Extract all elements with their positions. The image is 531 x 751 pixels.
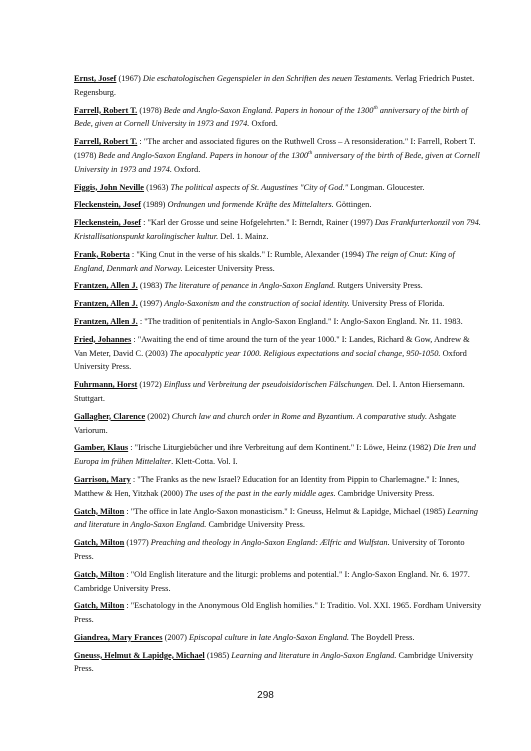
bibliography-list xyxy=(74,72,484,680)
entry-author: Giandrea, Mary Frances xyxy=(74,632,163,642)
entry-author: Gamber, Klaus xyxy=(74,443,129,453)
entry-title: Preaching and theology in Anglo-Saxon England: Ælfric and Wulfstan. xyxy=(150,538,390,548)
entry-text: Cambridge University Press. xyxy=(206,520,305,530)
entry-author: Fried, Johannes xyxy=(74,334,132,344)
entry-text: Cambridge University Press. xyxy=(74,650,474,674)
entry-author: Frantzen, Allen J. xyxy=(74,316,138,326)
bibliography-entry xyxy=(74,410,484,438)
entry-text: (1972) xyxy=(137,380,164,390)
entry-text: : "Awaiting the end of time around the turn of the year 1000." I: Landes, Richard & Gow, Andrew & Van Meter, David C. (2003) xyxy=(74,334,470,358)
entry-text: Longman. Gloucester. xyxy=(348,182,425,192)
entry-text: Cambridge University Press. xyxy=(335,488,435,498)
entry-text: Oxford University Press. xyxy=(74,348,467,372)
entry-text: : "The tradition of penitentials in Anglo-Saxon England." I: Anglo-Saxon England. Nr. 11. 1983. xyxy=(137,316,463,326)
bibliography-entry xyxy=(74,135,484,176)
entry-text: (1985) xyxy=(204,650,232,660)
entry-text: (1967) xyxy=(116,74,143,83)
entry-title: Episcopal culture in late Anglo-Saxon England. xyxy=(188,632,350,642)
entry-title: Bede and Anglo-Saxon England. Papers in honour of the 1300th anniversary of the birth of Bede, given at Cornell University in 1973 and 1974. xyxy=(74,150,480,174)
bibliography-entry xyxy=(74,181,484,195)
bibliography-entry xyxy=(74,104,484,132)
entry-text: Del. I. Anton Hiersemann. Stuttgart. xyxy=(74,380,465,403)
entry-text: (1963) xyxy=(144,182,171,192)
entry-title: The reign of Cnut: King of England, Denmark and Norway. xyxy=(74,249,455,273)
bibliography-entry xyxy=(74,441,484,469)
entry-text: : "King Cnut in the verse of his skalds." I: Rumble, Alexander (1994) xyxy=(129,249,367,259)
entry-text: : "Old English literature and the liturgi: problems and potential." I: Anglo-Saxon England. Nr. 6. 1977. Cambridge University Press. xyxy=(74,569,470,593)
entry-text: : "The Franks as the new Israel? Education for an Identity from Pippin to Charlemagne." I: Innes, Matthew & Hen, Yitzhak (2000) xyxy=(74,474,460,498)
entry-title: The political aspects of St. Augustines "City of God." xyxy=(170,182,349,192)
bibliography-entry xyxy=(74,72,484,100)
entry-author: Fuhrmann, Horst xyxy=(74,380,138,390)
bibliography-entry xyxy=(74,198,484,212)
entry-title: The apocalyptic year 1000. Religious expectations and social change, 950-1050. xyxy=(169,348,441,358)
entry-text: (2002) xyxy=(145,411,172,421)
bibliography-entry xyxy=(74,568,484,596)
entry-title: Learning and literature in Anglo-Saxon England. xyxy=(231,650,397,660)
entry-title: Church law and church order in Rome and Byzantium. A comparative study. xyxy=(171,411,428,421)
entry-title: The uses of the past in the early middle ages. xyxy=(184,488,336,498)
entry-title: Bede and Anglo-Saxon England. Papers in honour of the 1300th anniversary of the birth of Bede, given at Cornell University in 1973 and 1974. xyxy=(74,104,468,129)
bibliography-entry xyxy=(74,649,484,677)
entry-text: The Boydell Press. xyxy=(349,632,415,642)
bibliography-entry xyxy=(74,333,484,374)
entry-author: Farrell, Robert T. xyxy=(74,105,138,115)
entry-author: Frantzen, Allen J. xyxy=(74,299,138,309)
entry-author: Gatch, Milton xyxy=(74,569,125,579)
entry-text: . Klett-Cotta. Vol. I. xyxy=(171,457,238,467)
entry-author: Frantzen, Allen J. xyxy=(74,281,138,291)
entry-text: : "The office in late Anglo-Saxon monasticism." I: Gneuss, Helmut & Lapidge, Michael (1985) xyxy=(124,506,448,516)
entry-text: Oxford. xyxy=(171,164,201,174)
bibliography-entry xyxy=(74,505,484,533)
entry-author: Farrell, Robert T. xyxy=(74,137,138,147)
bibliography-entry xyxy=(74,599,484,627)
bibliography-entry xyxy=(74,248,484,276)
entry-text: : "Karl der Grosse und seine Hofgelehrten." I: Berndt, Rainer (1997) xyxy=(141,218,375,228)
entry-text: University of Toronto Press. xyxy=(74,538,465,561)
entry-text: : "The archer and associated figures on the Ruthwell Cross – A resonsideration." I: Farrell, Robert T. (1978) xyxy=(74,137,476,160)
entry-title: Die Iren und Europa im frühen Mittelalter xyxy=(74,443,476,467)
entry-author: Gallagher, Clarence xyxy=(74,411,146,421)
entry-title: The literature of penance in Anglo-Saxon England. xyxy=(164,281,336,291)
entry-author: Ernst, Josef xyxy=(74,74,117,83)
bibliography-entry xyxy=(74,297,484,311)
bibliography-entry xyxy=(74,378,484,406)
entry-author: Gatch, Milton xyxy=(74,601,125,611)
entry-author: Garrison, Mary xyxy=(74,474,131,484)
entry-text: Göttingen. xyxy=(333,200,372,210)
entry-title: Ordnungen und formende Kräfte des Mittelalters. xyxy=(167,200,334,210)
entry-author: Gatch, Milton xyxy=(74,538,125,548)
page-number: 298 xyxy=(257,690,274,701)
entry-text: (1978) xyxy=(137,105,164,115)
entry-title: Learning and literature in Anglo-Saxon England. xyxy=(74,506,478,530)
entry-author: Fleckenstein, Josef xyxy=(74,200,141,210)
entry-text: (1989) xyxy=(141,200,168,210)
entry-text: Rutgers University Press. xyxy=(335,281,423,291)
entry-text: : "Eschatology in the Anonymous Old English homilies." I: Traditio. Vol. XXI. 1965. Fordham University Press. xyxy=(74,601,482,625)
bibliography-entry xyxy=(74,216,484,244)
entry-text: University Press of Florida. xyxy=(349,299,445,309)
entry-text: Verlag Friedrich Pustet. Regensburg. xyxy=(74,74,475,97)
entry-text: Oxford. xyxy=(249,119,278,129)
entry-author: Frank, Roberta xyxy=(74,249,130,259)
entry-author: Gatch, Milton xyxy=(74,506,125,516)
bibliography-entry xyxy=(74,279,484,293)
entry-author: Fleckenstein, Josef xyxy=(74,218,141,228)
entry-author: Figgis, John Neville xyxy=(74,182,145,192)
entry-text: (1997) xyxy=(137,299,165,309)
bibliography-entry xyxy=(74,536,484,564)
bibliography-entry xyxy=(74,631,484,645)
bibliography-entry xyxy=(74,315,484,329)
entry-text: (1983) xyxy=(137,281,165,291)
entry-text: (1977) xyxy=(124,538,151,548)
entry-text: (2007) xyxy=(162,632,189,642)
entry-title: Anglo-Saxonism and the construction of social identity. xyxy=(164,299,350,309)
entry-text: Del. 1. Mainz. xyxy=(218,231,269,241)
entry-title: Die eschatologischen Gegenspieler in den Schriften des neuen Testaments. xyxy=(142,74,394,83)
entry-author: Gneuss, Helmut & Lapidge, Michael xyxy=(74,650,205,660)
bibliography-entry xyxy=(74,473,484,501)
entry-text: Ashgate Variorum. xyxy=(74,411,457,435)
entry-text: Leicester University Press. xyxy=(182,263,275,273)
entry-title: Einfluss und Verbreitung der pseudoisidorischen Fälschungen. xyxy=(163,380,375,390)
entry-title: Das Frankfurterkonzil von 794. Kristallisationspunkt karolingischer kultur. xyxy=(74,218,481,241)
entry-text: : "Irische Liturgiebücher und ihre Verbreitung auf dem Kontinent." I: Löwe, Heinz (1982) xyxy=(128,443,434,453)
